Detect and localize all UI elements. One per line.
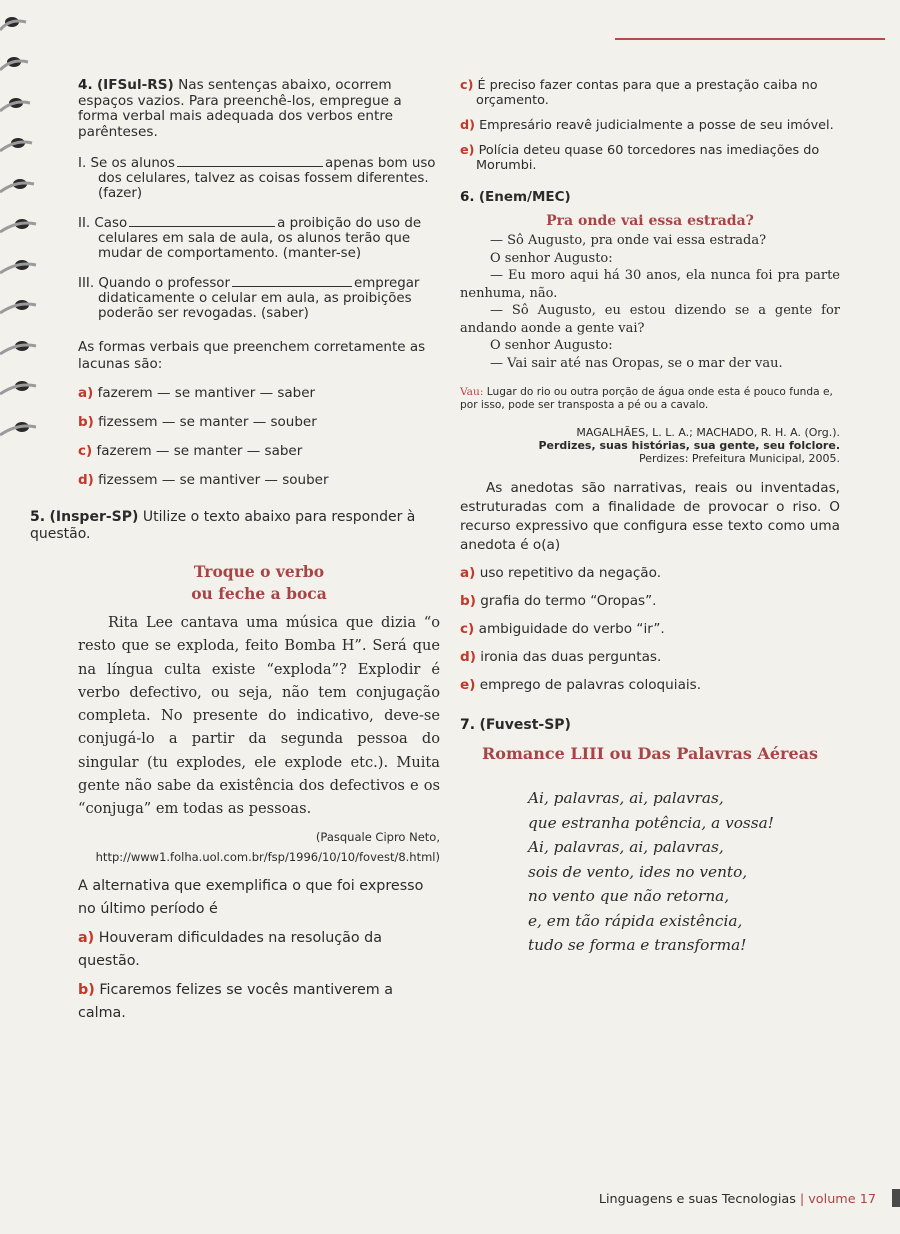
header-rule xyxy=(615,38,885,40)
page-footer xyxy=(599,1192,876,1207)
question-4 xyxy=(78,78,440,140)
glossary-note: Vau: Lugar do rio ou outra porção de água onde esta é pouco funda e, por isso, pode ser transposta a pé ou a cavalo. xyxy=(460,386,833,411)
question-5: 5. (Insper-SP) Utilize o texto abaixo para responder à questão. xyxy=(30,509,416,542)
option-d: d) fizessem — se mantiver — souber xyxy=(78,472,329,488)
option-c: c) É preciso fazer contas para que a prestação caiba no orçamento. xyxy=(460,78,818,108)
footer-separator: | xyxy=(799,1192,805,1207)
footer-book-title: Linguagens e suas Tecnologias xyxy=(598,1192,796,1207)
question-source: (IFSul-RS) xyxy=(96,77,174,93)
right-column xyxy=(460,78,840,958)
option-b: b) fizessem — se manter — souber xyxy=(78,414,317,430)
option-d: d) ironia das duas perguntas. xyxy=(460,649,662,665)
option-b: b) Ficaremos felizes se vocês mantiverem a calma. xyxy=(78,981,394,1021)
verse: sois de vento, ides no vento, xyxy=(528,862,748,881)
page-edge-marker xyxy=(892,1189,900,1207)
gap-blank xyxy=(177,166,323,167)
option-e: e) Polícia deteu quase 60 torcedores nas imediações do Morumbi. xyxy=(460,143,820,173)
poem-title: Romance LIII ou Das Palavras Aéreas xyxy=(481,744,819,763)
option-a: a) uso repetitivo da negação. xyxy=(460,565,662,581)
anecdote-title: Pra onde vai essa estrada? xyxy=(546,213,754,229)
option-c: c) ambiguidade do verbo “ir”. xyxy=(460,621,665,637)
sentence-1: I. Se os alunos apenas bom uso dos celulares, talvez as coisas fossem diferentes. (fazer) xyxy=(78,156,436,201)
verse: Ai, palavras, ai, palavras, xyxy=(528,789,724,807)
left-column xyxy=(30,77,440,1025)
text-body: Rita Lee cantava uma música que dizia “o resto que se exploda, feito Bomba H”. Será que na língua culta existe “exploda”? Explodir é verbo defectivo, ou seja, não tem conjugação completa. No presente do indicativo, deve-se conjugá-lo a partir da segunda pessoa do singular (tu explodes, ele explode etc.). Muita gente não sabe da existência dos defectivos e os “conjuga” em todas as pessoas. xyxy=(78,614,440,818)
gap-blank xyxy=(232,286,352,287)
option-b: b) grafia do termo “Oropas”. xyxy=(460,593,657,609)
spiral-binding xyxy=(0,0,48,1234)
question-number: 4. xyxy=(78,77,93,93)
option-a: a) Houveram dificuldades na resolução da questão. xyxy=(78,929,383,969)
option-e: e) emprego de palavras coloquiais. xyxy=(460,677,702,693)
text-reference: (Pasquale Cipro Neto, http://www1.folha.uol.com.br/fsp/1996/10/10/fovest/8.html) xyxy=(95,829,440,864)
option-c: c) fazerem — se manter — saber xyxy=(78,443,303,459)
question-7: 7. (Fuvest-SP) xyxy=(460,717,571,733)
verse: no vento que não retorna, xyxy=(528,887,730,905)
footer-volume: volume 17 xyxy=(808,1192,876,1207)
verse: Ai, palavras, ai, palavras, xyxy=(528,838,724,856)
source-credit: MAGALHÃES, L. L. A.; MACHADO, R. H. A. (Org.). Perdizes, suas histórias, sua gente, seu folclore. Perdizes: Prefeitura Municipal, 2005. xyxy=(538,426,840,465)
question-6: 6. (Enem/MEC) xyxy=(460,189,571,205)
text-title-line1: Troque o verbo xyxy=(193,562,325,581)
sentence-3: III. Quando o professor empregar didaticamente o celular em aula, as proibições poderão ser revogadas. (saber) xyxy=(78,276,420,321)
question-prompt: A alternativa que exemplifica o que foi expresso no último período é xyxy=(78,877,424,917)
sentence-2: II. Caso a proibição do uso de celulares em sala de aula, os alunos terão que mudar de comportamento. (manter-se) xyxy=(78,216,422,261)
verse: e, em tão rápida existência, xyxy=(528,911,743,930)
text-title-line2: ou feche a boca xyxy=(191,584,327,603)
question-stem: Nas sentenças abaixo, ocorrem espaços vazios. Para preenchê-los, empregue a forma verbal mais adequada dos verbos entre parênteses. xyxy=(78,77,402,140)
poem-body xyxy=(460,786,840,958)
option-a: a) fazerem — se mantiver — saber xyxy=(78,385,316,401)
option-d: d) Empresário reavê judicialmente a posse de seu imóvel. xyxy=(460,118,834,133)
anecdote-dialog: — Sô Augusto, pra onde vai essa estrada? O senhor Augusto: — Eu moro aqui há 30 anos, ela nunca foi pra parte nenhuma, não. — Sô Augusto, eu estou dizendo se a gente for andando aonde a gente vai? O senhor Augusto: — Vai sair até nas Oropas, se o mar der vau. xyxy=(460,233,840,371)
gap-blank xyxy=(129,226,275,227)
verse: tudo se forma e transforma! xyxy=(528,936,747,954)
question-prompt: As formas verbais que preenchem corretamente as lacunas são: xyxy=(78,339,426,372)
question-stem: As anedotas são narrativas, reais ou inventadas, estruturadas com a finalidade de provocar o riso. O recurso expressivo que configura esse texto como uma anedota é o(a) xyxy=(460,480,840,553)
verse: que estranha potência, a vossa! xyxy=(528,813,774,832)
